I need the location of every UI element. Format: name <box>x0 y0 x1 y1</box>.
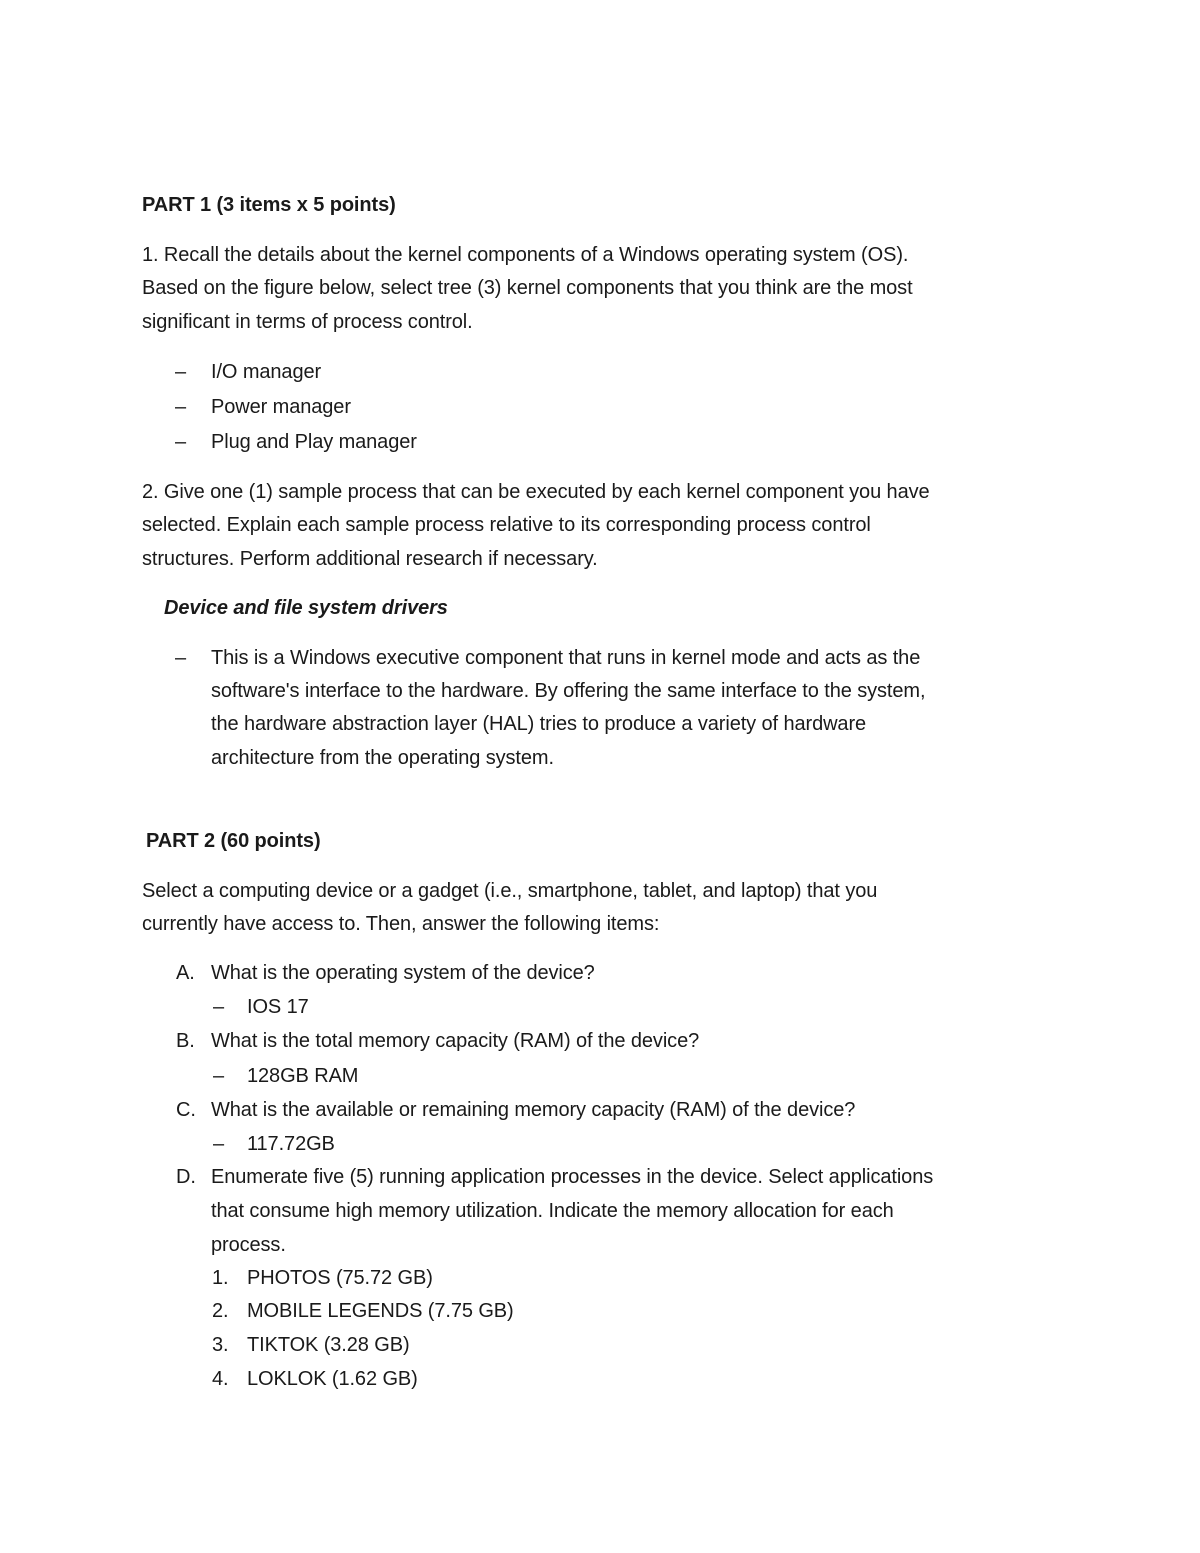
explanation-line: architecture from the operating system. <box>211 747 554 769</box>
bullet-dash: – <box>213 996 225 1018</box>
bullet-dash: – <box>213 1133 225 1155</box>
item-letter: D. <box>176 1166 196 1188</box>
process-item: MOBILE LEGENDS (7.75 GB) <box>247 1300 514 1322</box>
explanation-line: the hardware abstraction layer (HAL) tries to produce a variety of hardware <box>211 713 867 735</box>
item-d-line: process. <box>211 1234 286 1256</box>
item-letter: C. <box>176 1099 196 1121</box>
answer-item: Plug and Play manager <box>211 431 417 453</box>
item-letter: B. <box>176 1030 195 1052</box>
process-item: LOKLOK (1.62 GB) <box>247 1368 418 1390</box>
explanation-line: software's interface to the hardware. By offering the same interface to the system, <box>211 680 926 702</box>
bullet-dash: – <box>175 396 187 418</box>
process-number: 3. <box>212 1334 229 1356</box>
item-d-line: Enumerate five (5) running application processes in the device. Select applications <box>211 1166 934 1188</box>
process-item: TIKTOK (3.28 GB) <box>247 1334 410 1356</box>
q2-line: structures. Perform additional research if necessary. <box>142 548 598 570</box>
part1-heading: PART 1 (3 items x 5 points) <box>142 194 396 216</box>
item-answer: IOS 17 <box>247 996 309 1018</box>
item-question: What is the available or remaining memory capacity (RAM) of the device? <box>211 1099 856 1121</box>
answer-item: Power manager <box>211 396 351 418</box>
part2-heading: PART 2 (60 points) <box>146 830 321 852</box>
item-letter: A. <box>176 962 195 984</box>
subheading: Device and file system drivers <box>164 597 448 619</box>
item-d-line: that consume high memory utilization. Indicate the memory allocation for each <box>211 1200 894 1222</box>
explanation-line: This is a Windows executive component that runs in kernel mode and acts as the <box>211 647 921 669</box>
process-number: 2. <box>212 1300 229 1322</box>
item-question: What is the operating system of the device? <box>211 962 595 984</box>
q1-line: Based on the figure below, select tree (3) kernel components that you think are the most <box>142 277 913 299</box>
part2-intro-line: currently have access to. Then, answer the following items: <box>142 913 660 935</box>
item-answer: 128GB RAM <box>247 1065 359 1087</box>
process-number: 4. <box>212 1368 229 1390</box>
item-answer: 117.72GB <box>247 1133 335 1155</box>
answer-item: I/O manager <box>211 361 322 383</box>
q1-line: significant in terms of process control. <box>142 311 473 333</box>
bullet-dash: – <box>175 647 187 669</box>
process-number: 1. <box>212 1267 229 1289</box>
q2-line: selected. Explain each sample process relative to its corresponding process control <box>142 514 871 536</box>
bullet-dash: – <box>175 361 187 383</box>
bullet-dash: – <box>175 431 187 453</box>
q1-line: 1. Recall the details about the kernel components of a Windows operating system (OS). <box>142 244 909 266</box>
part2-intro-line: Select a computing device or a gadget (i.e., smartphone, tablet, and laptop) that you <box>142 880 878 902</box>
q2-line: 2. Give one (1) sample process that can be executed by each kernel component you have <box>142 481 930 503</box>
item-question: What is the total memory capacity (RAM) of the device? <box>211 1030 700 1052</box>
bullet-dash: – <box>213 1065 225 1087</box>
process-item: PHOTOS (75.72 GB) <box>247 1267 433 1289</box>
